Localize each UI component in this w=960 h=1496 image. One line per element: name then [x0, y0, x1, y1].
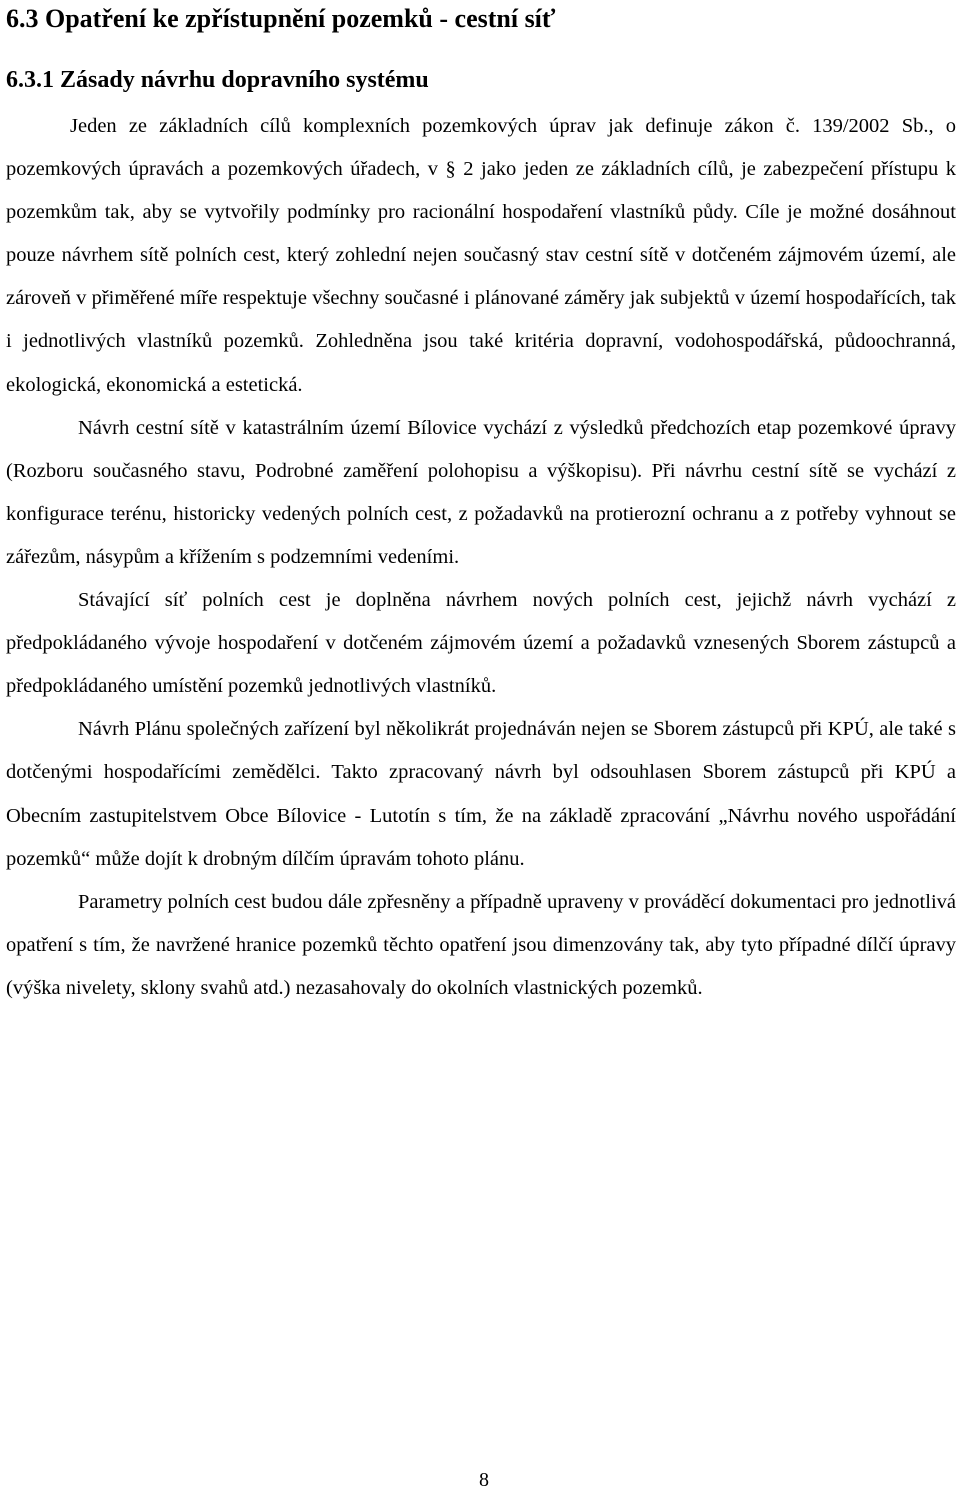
paragraph-5: Parametry polních cest budou dále zpřesněny a případně upraveny v prováděcí dokumentaci pro jednotlivá opatření s tím, že navržené hranice pozemků těchto opatření jsou dimenzovány tak, aby tyto případné dílčí úpravy (výška nivelety, sklony svahů atd.) nezasahovaly do okolních vlastnických pozemků.: [6, 890, 956, 999]
body-text: [6, 105, 956, 1010]
paragraph-4: Návrh Plánu společných zařízení byl několikrát projednáván nejen se Sborem zástupců při KPÚ, ale také s dotčenými hospodařícími zemědělci. Takto zpracovaný návrh byl odsouhlasen Sborem zástupců při KPÚ a Obecním zastupitelstvem Obce Bílovice - Lutotín s tím, že na základě zpracování „Návrhu nového uspořádání pozemků“ může dojít k drobným dílčím úpravám tohoto plánu.: [6, 718, 956, 870]
paragraph-1: Jeden ze základních cílů komplexních pozemkových úprav jak definuje zákon č. 139/2002 Sb., o pozemkových úpravách a pozemkových úřadech, v § 2 jako jeden ze základních cílů, je zabezpečení přístupu k pozemkům tak, aby se vytvořily podmínky pro racionální hospodaření vlastníků půdy. Cíle je možné dosáhnout pouze návrhem sítě polních cest, který zohlední nejen současný stav cestní sítě v dotčeném zájmovém území, ale zároveň v přiměřené míře respektuje všechny současné i plánované záměry jak subjektů v území hospodařících, tak i jednotlivých vlastníků pozemků. Zohledněna jsou také kritéria dopravní, vodohospodářská, půdoochranná, ekologická, ekonomická a estetická.: [6, 115, 956, 396]
document-page: [6, 0, 956, 1496]
subsection-heading: 6.3.1 Zásady návrhu dopravního systému: [6, 67, 429, 93]
page-number: 8: [479, 1469, 489, 1491]
section-heading: 6.3 Opatření ke zpřístupnění pozemků - cestní síť: [6, 4, 556, 33]
paragraph-3: Stávající síť polních cest je doplněna návrhem nových polních cest, jejichž návrh vychází z předpokládaného vývoje hospodaření v dotčeném zájmovém území a požadavků vznesených Sborem zástupců a předpokládaného umístění pozemků jednotlivých vlastníků.: [6, 589, 956, 698]
paragraph-2: Návrh cestní sítě v katastrálním území Bílovice vychází z výsledků předchozích etap pozemkové úpravy (Rozboru současného stavu, Podrobné zaměření polohopisu a výškopisu). Při návrhu cestní sítě se vychází z konfigurace terénu, historicky vedených polních cest, z požadavků na protierozní ochranu a z potřeby vyhnout se zářezům, násypům a křížením s podzemními vedeními.: [6, 416, 956, 568]
